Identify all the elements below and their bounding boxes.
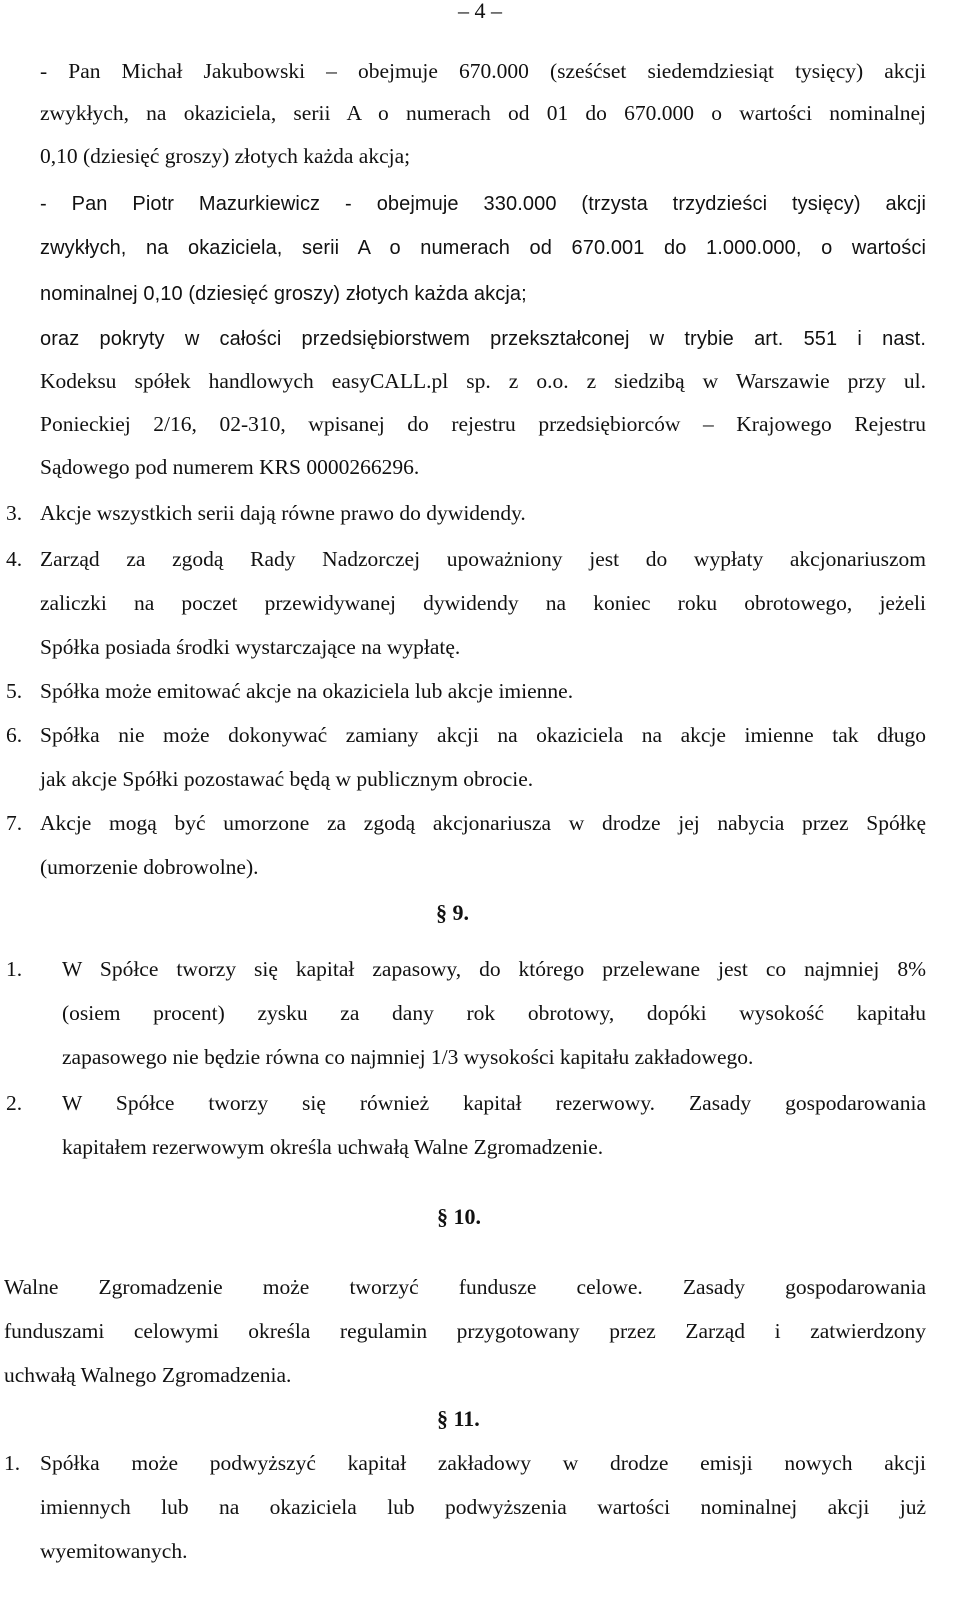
text-line: Kodeksu spółek handlowych easyCALL.pl sp. z o.o. z siedzibą w Warszawie przy ul. xyxy=(40,369,926,393)
section-heading: § 11. xyxy=(437,1406,480,1431)
text-line: Walne Zgromadzenie może tworzyć fundusze celowe. Zasady gospodarowania xyxy=(4,1275,926,1299)
page-number: – 4 – xyxy=(458,0,502,23)
text-line: zapasowego nie będzie równa co najmniej 1/3 wysokości kapitału zakładowego. xyxy=(62,1045,754,1069)
text-line: W Spółce tworzy się również kapitał rezerwowy. Zasady gospodarowania xyxy=(62,1091,926,1115)
section-heading: § 9. xyxy=(436,900,469,925)
clause-number: 7. xyxy=(6,811,23,835)
text-line: (osiem procent) zysku za dany rok obrotowy, dopóki wysokość kapitału xyxy=(62,1001,926,1025)
text-line: 0,10 (dziesięć groszy) złotych każda akcja; xyxy=(40,144,411,168)
text-line: uchwałą Walnego Zgromadzenia. xyxy=(4,1363,292,1387)
text-line: - Pan Michał Jakubowski – obejmuje 670.000 (sześćset siedemdziesiąt tysięcy) akcji xyxy=(40,59,926,83)
text-line: oraz pokryty w całości przedsiębiorstwem przekształconej w trybie art. 551 i nast. xyxy=(40,328,926,350)
clause-number: 1. xyxy=(6,957,23,981)
text-line: zaliczki na poczet przewidywanej dywidendy na koniec roku obrotowego, jeżeli xyxy=(40,591,926,615)
text-line: Ponieckiej 2/16, 02-310, wpisanej do rejestru przedsiębiorców – Krajowego Rejestru xyxy=(40,412,926,436)
text-line: (umorzenie dobrowolne). xyxy=(40,855,259,879)
text-line: Akcje mogą być umorzone za zgodą akcjonariusza w drodze jej nabycia przez Spółkę xyxy=(40,811,926,835)
clause-number: 6. xyxy=(6,723,23,747)
clause-number: 3. xyxy=(6,501,23,525)
section-heading: § 10. xyxy=(437,1204,481,1229)
clause-number: 4. xyxy=(6,547,23,571)
text-line: Spółka może emitować akcje na okaziciela lub akcje imienne. xyxy=(40,679,574,703)
text-line: jak akcje Spółki pozostawać będą w publicznym obrocie. xyxy=(40,767,534,791)
clause-number: 5. xyxy=(6,679,23,703)
clause-number: 1. xyxy=(4,1451,21,1475)
text-line: nominalnej 0,10 (dziesięć groszy) złotych każda akcja; xyxy=(40,283,527,305)
text-line: Spółka może podwyższyć kapitał zakładowy w drodze emisji nowych akcji xyxy=(40,1451,926,1475)
text-line: Zarząd za zgodą Rady Nadzorczej upoważniony jest do wypłaty akcjonariuszom xyxy=(40,547,926,571)
text-line: W Spółce tworzy się kapitał zapasowy, do którego przelewane jest co najmniej 8% xyxy=(62,957,926,981)
text-line: zwykłych, na okaziciela, serii A o numerach od 670.001 do 1.000.000, o wartości xyxy=(40,237,926,259)
text-line: wyemitowanych. xyxy=(40,1539,188,1563)
text-line: zwykłych, na okaziciela, serii A o numerach od 01 do 670.000 o wartości nominalnej xyxy=(40,101,926,125)
text-line: kapitałem rezerwowym określa uchwałą Walne Zgromadzenie. xyxy=(62,1135,604,1159)
clause-number: 2. xyxy=(6,1091,23,1115)
text-line: imiennych lub na okaziciela lub podwyższenia wartości nominalnej akcji już xyxy=(40,1495,926,1519)
text-line: - Pan Piotr Mazurkiewicz - obejmuje 330.000 (trzysta trzydzieści tysięcy) akcji xyxy=(40,193,926,215)
text-line: Akcje wszystkich serii dają równe prawo do dywidendy. xyxy=(40,501,526,525)
text-line: Sądowego pod numerem KRS 0000266296. xyxy=(40,455,420,479)
text-line: funduszami celowymi określa regulamin przygotowany przez Zarząd i zatwierdzony xyxy=(4,1319,926,1343)
text-line: Spółka posiada środki wystarczające na wypłatę. xyxy=(40,635,461,659)
text-line: Spółka nie może dokonywać zamiany akcji na okaziciela na akcje imienne tak długo xyxy=(40,723,926,747)
